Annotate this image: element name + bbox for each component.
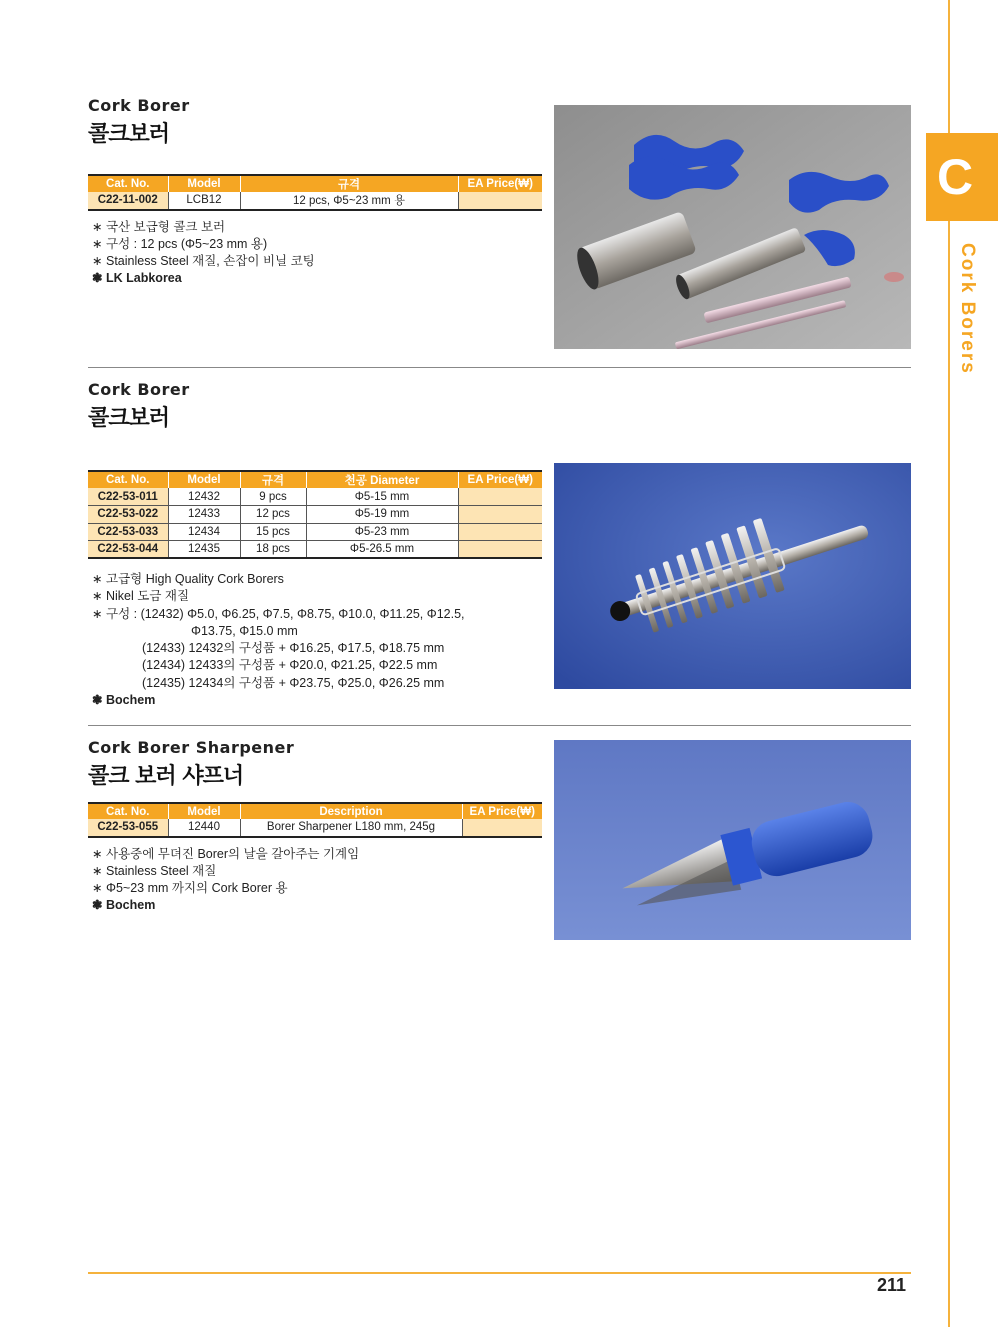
cork-borer-set-photo (554, 105, 911, 349)
model-cell: 12434 (168, 523, 240, 541)
col-header: 규격 (240, 471, 306, 488)
price-cell (458, 506, 542, 524)
cat-no-cell: C22-53-033 (88, 523, 168, 541)
spec-table (88, 802, 542, 838)
table-row (88, 488, 542, 506)
note-item: ∗ Nikel 도금 재질 (92, 589, 190, 604)
cat-no-cell: C22-53-022 (88, 506, 168, 524)
cat-no-cell: C22-53-055 (88, 819, 168, 837)
note-item: (12434) 12433의 구성품 + Φ20.0, Φ21.25, Φ22.5 mm (142, 658, 438, 673)
cat-no-cell: C22-11-002 (88, 192, 168, 210)
diameter-cell: Φ5-26.5 mm (306, 541, 458, 559)
spec-cell: 15 pcs (240, 523, 306, 541)
product-title-en: Cork Borer (88, 96, 190, 115)
section-side-label: Cork Borers (957, 243, 978, 375)
note-item: ∗ 사용중에 무뎌진 Borer의 날을 갈아주는 기계임 (92, 846, 360, 861)
description-cell: Borer Sharpener L180 mm, 245g (240, 819, 462, 837)
price-cell (458, 523, 542, 541)
model-cell: 12435 (168, 541, 240, 559)
price-cell (458, 488, 542, 506)
table-row (88, 541, 542, 559)
col-header: Cat. No. (88, 471, 168, 488)
col-header: Model (168, 175, 240, 192)
section-divider (88, 367, 911, 368)
section-letter-tab: C (926, 133, 998, 221)
model-cell: 12440 (168, 819, 240, 837)
col-header: Model (168, 803, 240, 819)
model-cell: 12433 (168, 506, 240, 524)
section-divider (88, 725, 911, 726)
col-header: EA Price(₩) (462, 803, 542, 819)
table-row (88, 523, 542, 541)
table-row (88, 819, 542, 837)
note-item: ∗ 구성 : 12 pcs (Φ5~23 mm 용) (92, 236, 268, 251)
model-cell: LCB12 (168, 192, 240, 210)
product-title-ko: 콜크보러 (88, 122, 170, 147)
page-number: 211 (876, 1275, 906, 1295)
cat-no-cell: C22-53-011 (88, 488, 168, 506)
product-title-ko: 콜크 보러 샤프너 (88, 764, 244, 789)
note-item: ∗ 구성 : (12432) Φ5.0, Φ6.25, Φ7.5, Φ8.75, Φ10.0, Φ11.25, Φ12.5, (92, 606, 465, 621)
note-item: Φ13.75, Φ15.0 mm (191, 623, 298, 638)
col-header: Description (240, 803, 462, 819)
spec-cell: 9 pcs (240, 488, 306, 506)
product-title-en: Cork Borer Sharpener (88, 738, 295, 757)
note-item: ∗ Φ5~23 mm 까지의 Cork Borer 용 (92, 881, 288, 896)
price-cell (458, 541, 542, 559)
spec-cell: 12 pcs, Φ5~23 mm 용 (240, 192, 458, 210)
cat-no-cell: C22-53-044 (88, 541, 168, 559)
spec-cell: 18 pcs (240, 541, 306, 559)
spec-table (88, 470, 542, 559)
diameter-cell: Φ5-15 mm (306, 488, 458, 506)
table-row (88, 506, 542, 524)
col-header: EA Price(₩) (458, 175, 542, 192)
col-header: 천공 Diameter (306, 471, 458, 488)
price-cell (458, 192, 542, 210)
col-header: 규격 (240, 175, 458, 192)
brand-name: ❃ Bochem (92, 898, 156, 913)
note-item: ∗ Stainless Steel 재질 (92, 863, 217, 878)
note-item: (12435) 12434의 구성품 + Φ23.75, Φ25.0, Φ26.25 mm (142, 675, 445, 690)
spec-cell: 12 pcs (240, 506, 306, 524)
borer-sharpener-photo (554, 740, 911, 940)
note-item: ∗ Stainless Steel 재질, 손잡이 비닐 코팅 (92, 254, 315, 269)
cork-borer-rack-photo (554, 463, 911, 689)
col-header: Model (168, 471, 240, 488)
col-header: EA Price(₩) (458, 471, 542, 488)
col-header: Cat. No. (88, 175, 168, 192)
note-item: ∗ 국산 보급형 콜크 보러 (92, 219, 226, 234)
diameter-cell: Φ5-23 mm (306, 523, 458, 541)
diameter-cell: Φ5-19 mm (306, 506, 458, 524)
spec-table (88, 174, 542, 211)
price-cell (462, 819, 542, 837)
col-header: Cat. No. (88, 803, 168, 819)
product-title-ko: 콜크보러 (88, 406, 170, 431)
product-title-en: Cork Borer (88, 380, 190, 399)
note-item: (12433) 12432의 구성품 + Φ16.25, Φ17.5, Φ18.75 mm (142, 641, 445, 656)
model-cell: 12432 (168, 488, 240, 506)
brand-name: ❃ Bochem (92, 693, 156, 708)
brand-name: ❃ LK Labkorea (92, 271, 182, 286)
footer-line (88, 1272, 911, 1274)
note-item: ∗ 고급형 High Quality Cork Borers (92, 572, 284, 586)
table-row (88, 192, 542, 210)
